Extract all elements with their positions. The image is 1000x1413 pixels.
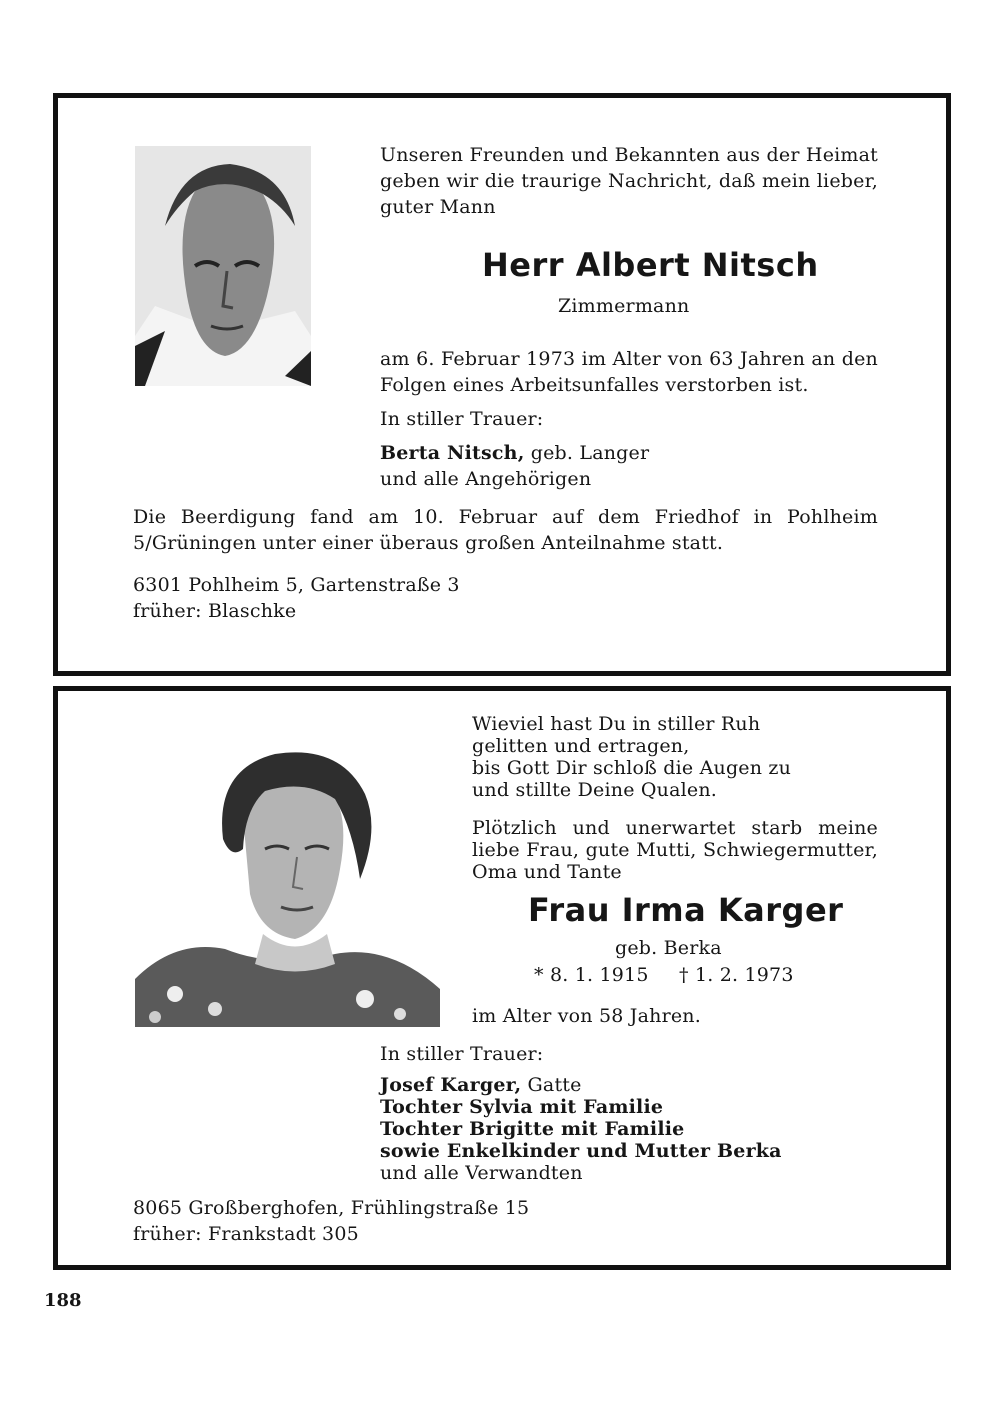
portrait-photo-irma-karger — [135, 719, 440, 1027]
mourner-name: Berta Nitsch, — [380, 442, 525, 464]
portrait-photo-albert-nitsch — [135, 146, 311, 386]
mourner-detail: geb. Langer — [524, 442, 650, 464]
obituary-notice-albert-nitsch — [53, 93, 951, 676]
deceased-name: Herr Albert Nitsch — [482, 246, 819, 284]
obituary-notice-irma-karger — [53, 686, 951, 1270]
poem-line: bis Gott Dir schloß die Augen zu — [472, 757, 792, 779]
mourner-line — [380, 1162, 583, 1184]
mourner-detail: und alle Verwandten — [380, 1162, 583, 1184]
mourner-line — [380, 1118, 684, 1140]
poem-line: Wieviel hast Du in stiller Ruh — [472, 713, 761, 735]
maiden-name: geb. Berka — [615, 937, 722, 959]
former-address: früher: Frankstadt 305 — [133, 1223, 359, 1245]
deceased-name: Frau Irma Karger — [528, 891, 844, 929]
former-address: früher: Blaschke — [133, 600, 297, 622]
mourning-label: In stiller Trauer: — [380, 1043, 544, 1065]
notice-intro-text: Unseren Freunden und Bekannten aus der Heimat geben wir die traurige Nachricht, daß mein lieber, guter Mann — [380, 144, 878, 218]
death-date: † 1. 2. 1973 — [679, 964, 794, 986]
page-number: 188 — [44, 1290, 82, 1311]
occupation: Zimmermann — [558, 295, 690, 317]
mourner-line — [380, 466, 591, 492]
notice-intro-text: Plötzlich und unerwartet starb meine liebe Frau, gute Mutti, Schwiegermutter, Oma und Tante — [472, 817, 878, 883]
mourner-name: Tochter Sylvia mit Familie — [380, 1096, 664, 1118]
address: 6301 Pohlheim 5, Gartenstraße 3 — [133, 574, 460, 596]
age-statement: im Alter von 58 Jahren. — [472, 1005, 701, 1027]
mourner-line — [380, 1140, 782, 1162]
mourner-name: Josef Karger, — [380, 1074, 522, 1096]
death-statement: am 6. Februar 1973 im Alter von 63 Jahren an den Folgen eines Arbeitsunfalles verstorben ist. — [380, 348, 878, 396]
mourner-line — [380, 1096, 663, 1118]
mourner-detail: und alle Angehörigen — [380, 468, 592, 490]
poem-line: gelitten und ertragen, — [472, 735, 690, 757]
mourner-line — [380, 440, 649, 466]
mourner-name: Tochter Brigitte mit Familie — [380, 1118, 685, 1140]
funeral-info: Die Beerdigung fand am 10. Februar auf dem Friedhof in Pohlheim 5/Grüningen unter einer überaus großen Anteilnahme statt. — [133, 506, 878, 554]
birth-date: * 8. 1. 1915 — [534, 964, 649, 986]
mourner-name: sowie Enkelkinder und Mutter Berka — [380, 1140, 782, 1162]
mourner-detail: Gatte — [521, 1074, 582, 1096]
poem-line: und stillte Deine Qualen. — [472, 779, 718, 801]
address: 8065 Großberghofen, Frühlingstraße 15 — [133, 1197, 530, 1219]
mourner-line — [380, 1074, 582, 1096]
mourning-label: In stiller Trauer: — [380, 408, 544, 430]
